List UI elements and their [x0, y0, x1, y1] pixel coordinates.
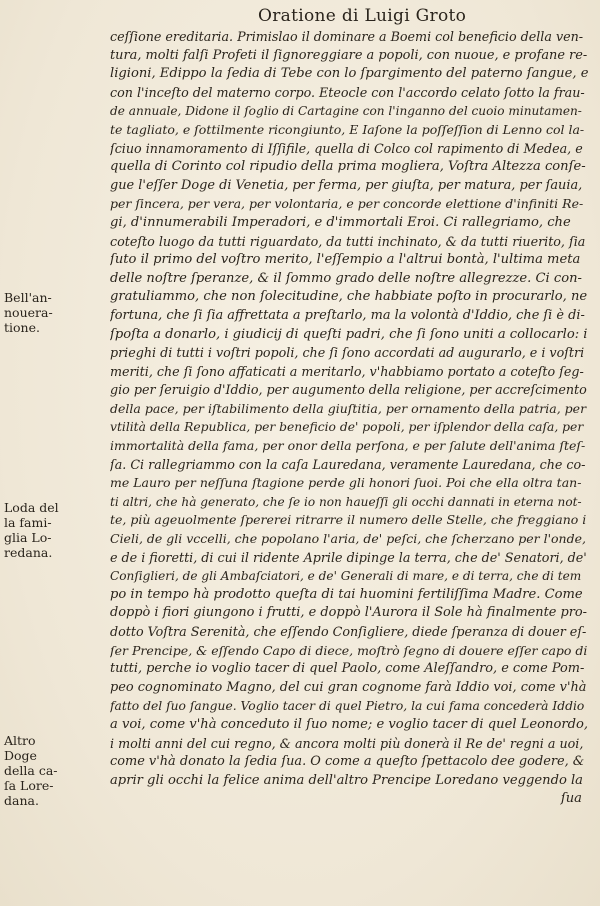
body-text [110, 28, 588, 809]
text-line: ſuto il primo del voſtro merito, l'eſſempio a l'altrui bontà, l'ultima meta [110, 252, 581, 268]
text-line: dotto Voſtra Serenità, che eſſendo Conſigliere, diede ſperanza di douer eſ- [110, 624, 587, 639]
text-line: a voi, come v'hà conceduto il ſuo nome; e voglio tacer di quel Leonordo, [110, 716, 588, 732]
margin-note-line: redana. [4, 545, 53, 560]
text-line: prieghi di tutti i voſtri popoli, che ſi ſono accordati ad augurarlo, e i voſtri [110, 345, 585, 361]
margin-note-line: Bell'an- [4, 290, 52, 305]
text-line: gue l'eſſer Doge di Venetia, per ferma, per giuſta, per matura, per ſauia, [110, 177, 583, 193]
catchword: ſua [560, 791, 582, 807]
text-line: de annuale, Didone il ſoglio di Cartagine con l'inganno del cuoio minutamen- [110, 104, 582, 119]
text-line: per ſincera, per vera, per volontaria, e per concorde elettione d'infiniti Re- [110, 196, 584, 212]
text-line: me Lauro per neſſuna ſtagione perde gli honori ſuoi. Poi che ella oltra tan- [110, 475, 582, 491]
text-line: ceſſione ereditaria. Primislao il dominare a Boemi col beneficio della ven- [110, 29, 584, 44]
text-line: Conſiglieri, de gli Ambaſciatori, e de' Generali di mare, e di terra, che di tem [110, 569, 582, 584]
text-line: te, più ageuolmente ſpererei ritrarre il numero delle Stelle, che freggiano i [110, 512, 587, 528]
text-line: i molti anni del cui regno, & ancora molti più donerà il Re de' regni a uoi, [110, 735, 584, 751]
margin-note-line: la fami- [4, 515, 52, 530]
text-line: ſpoſta a donarlo, i giudicij di queſti padri, che ſi ſono uniti a collocarlo: i [110, 326, 588, 342]
text-line: te tagliato, e ſottilmente ricongiunto, E Iaſone la poſſeſſion di Lenno col la- [110, 121, 585, 137]
text-line: po in tempo hà prodotto queſta di tai huomini fertiliſſima Madre. Come [110, 586, 583, 602]
margin-note-line: Altro [4, 733, 36, 748]
margin-note-line: dana. [4, 793, 39, 808]
margin-note-line: della ca- [4, 763, 58, 778]
margin-note [4, 733, 108, 808]
text-line: tutti, perche io voglio tacer di quel Paolo, come Aleſſandro, e come Pom- [110, 661, 585, 677]
text-line: come v'hà donato la ſedia ſua. O come a queſto ſpettacolo dee godere, & [110, 754, 585, 770]
margin-note-line: Doge [4, 748, 37, 763]
text-line: fatto del ſuo ſangue. Voglio tacer di quel Pietro, la cui fama concederà Iddio [110, 699, 585, 714]
text-line: coteſto luogo da tutti riguardato, da tutti inchinato, & da tutti riuerito, ſia [110, 233, 586, 249]
text-line: delle noſtre ſperanze, & il ſommo grado delle noſtre allegrezze. Ci con- [110, 270, 582, 286]
text-line: immortalità della fama, per onor della perſona, e per ſalute dell'anima ſteſ- [110, 438, 586, 454]
text-line: ligioni, Edippo la ſedia di Tebe con lo ſpargimento del paterno ſangue, e [110, 66, 588, 82]
margin-note-line: Loda del [4, 500, 59, 515]
text-line: con l'inceſto del materno corpo. Eteocle con l'accordo celato ſotto la frau- [110, 84, 585, 100]
text-line: ti altri, che hà generato, che ſe io non haueſſi gli occhi dannati in eterna not- [110, 494, 582, 509]
margin-note [4, 290, 108, 335]
running-title: Oratione di Luigi Groto [258, 6, 467, 26]
text-line: aprir gli occhi la felice anima dell'altro Prencipe Loredano veggendo la [110, 772, 583, 788]
text-line: peo cognominato Magno, del cui gran cognome farà Iddio voi, come v'hà [110, 679, 587, 695]
margin-note-line: nouera- [4, 305, 53, 320]
text-line: della pace, per iſtabilimento della giuſtitia, per ornamento della patria, per [110, 400, 587, 416]
margin-note [4, 500, 108, 560]
text-line: gratuliammo, che non ſolecitudine, che habbiate poſto in procurarlo, ne [110, 289, 588, 305]
margin-note-line: glia Lo- [4, 530, 52, 545]
text-line: vtilità della Republica, per beneficio de' popoli, per iſplendor della caſa, per [110, 420, 584, 435]
text-line: meriti, che ſi ſono affaticati a meritarlo, v'habbiamo portato a coteſto ſeg- [110, 363, 584, 379]
text-line: quella di Corinto col ripudio della prima mogliera, Voſtra Altezza conſe- [110, 159, 586, 175]
margin-note-line: tione. [4, 320, 40, 335]
text-line: doppò i fiori giungono i frutti, e doppò l'Aurora il Sole hà finalmente pro- [110, 605, 588, 621]
text-line: fortuna, che ſi ſia affrettata a preſtarlo, ma la volontà d'Iddio, che ſi è di- [110, 307, 585, 323]
text-line: gi, d'innumerabili Imperadori, e d'immortali Eroi. Ci rallegriamo, che [110, 214, 571, 230]
text-line: tura, molti falſi Profeti il ſignoreggiare a popoli, con nuoue, e profane re- [110, 47, 588, 63]
text-line: ſa. Ci rallegriammo con la caſa Lauredana, veramente Lauredana, che co- [110, 456, 586, 472]
margin-note-line: ſa Lore- [4, 778, 54, 793]
text-line: ſciuo innamoramento di Iſſifile, quella di Colco col rapimento di Medea, e [110, 140, 583, 156]
text-line: Cieli, de gli vccelli, che popolano l'aria, de' peſci, che ſcherzano per l'onde, [110, 531, 586, 547]
text-line: gio per ſeruigio d'Iddio, per augumento della religione, per accreſcimento [110, 382, 587, 398]
text-line: ſer Prencipe, & eſſendo Capo di diece, moſtrò ſegno di douere eſſer capo di [110, 642, 588, 658]
text-line: e de i fioretti, di cui il ridente Aprile dipinge la terra, che de' Senatori, de' [110, 549, 587, 565]
